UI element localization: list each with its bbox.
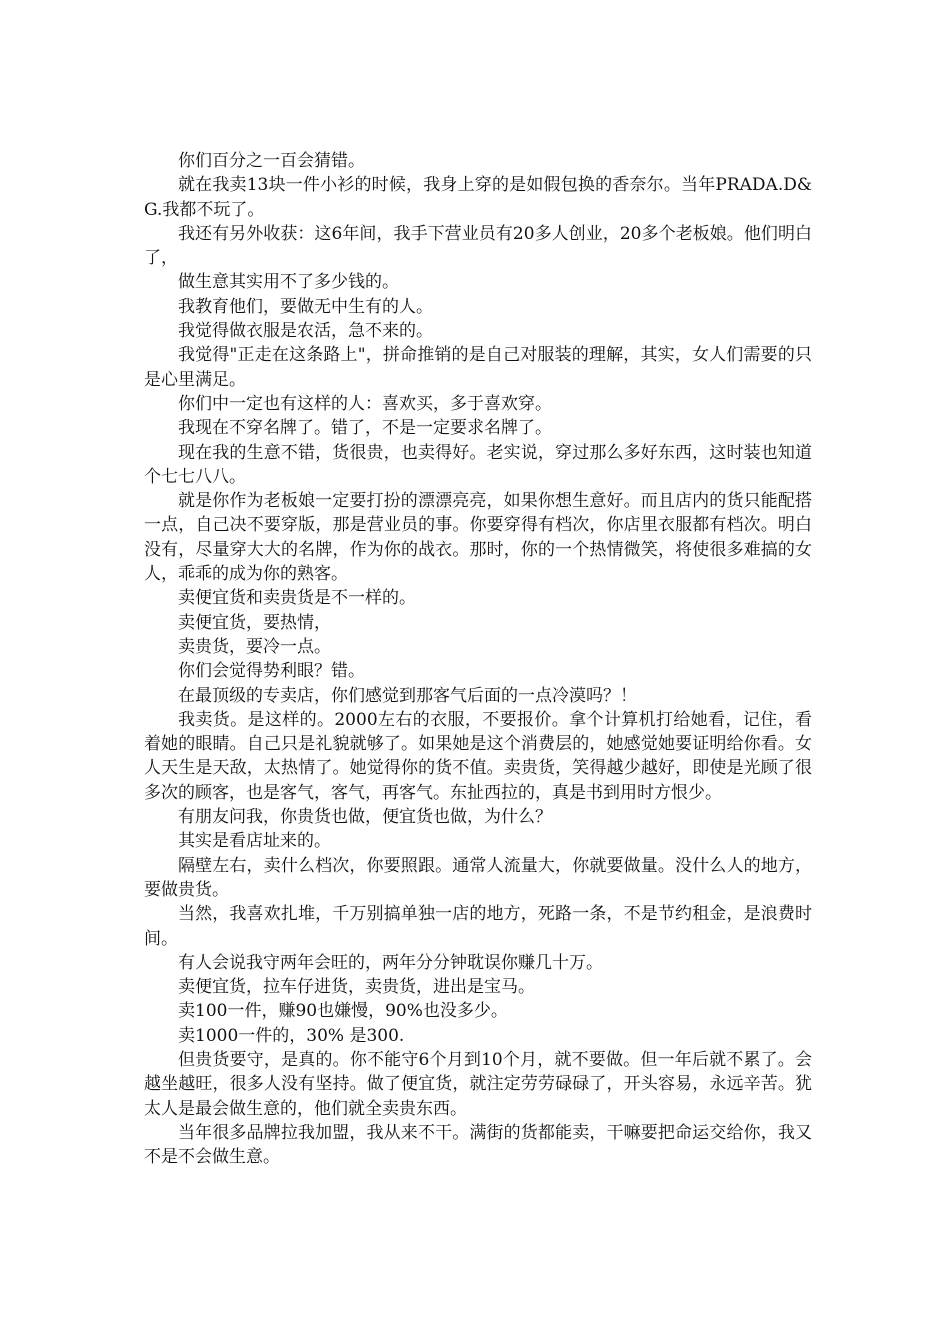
paragraph: 我还有另外收获：这6年间，我手下营业员有20多人创业，20多个老板娘。他们明白了， <box>144 223 812 269</box>
paragraph: 卖便宜货，要热情， <box>178 612 331 633</box>
paragraph: 我觉得"正走在这条路上"，拼命推销的是自己对服装的理解，其实，女人们需要的只是心里满足。 <box>144 345 812 390</box>
paragraph: 卖便宜货，拉车仔进货，卖贵货，进出是宝马。 <box>178 977 535 998</box>
paragraph: 但贵货要守，是真的。你不能守6个月到10个月，就不要做。但一年后就不累了。会越坐越旺，很多人没有坚持。做了便宜货，就注定劳劳碌碌了，开头容易，永远辛苦。犹太人是最会做生意的，他们就全卖贵东西。 <box>144 1049 812 1119</box>
paragraph: 有朋友问我，你贵货也做，便宜货也做，为什么？ <box>178 807 552 828</box>
paragraph: 你们百分之一百会猜错。 <box>178 151 365 171</box>
paragraph: 卖便宜货和卖贵货是不一样的。 <box>178 588 416 609</box>
paragraph: 我卖货。是这样的。2000左右的衣服，不要报价。拿个计算机打给她看，记住，看着她的眼睛。自己只是礼貌就够了。如果她是这个消费层的，她感觉她要证明给你看。女人天生是天敌，太热情了。她觉得你的货不值。卖贵货，笑得越少越好，即使是光顾了很多次的顾客，也是客气，客气，再客气。东扯西拉的，真是书到用时方恨少。 <box>144 709 812 803</box>
paragraph: 其实是看店址来的。 <box>178 831 331 852</box>
paragraph: 卖贵货，要冷一点。 <box>178 636 331 657</box>
paragraph: 你们中一定也有这样的人：喜欢买，多于喜欢穿。 <box>178 393 552 414</box>
paragraph: 有人会说我守两年会旺的，两年分分钟耽误你赚几十万。 <box>178 952 603 973</box>
paragraph: 在最顶级的专卖店，你们感觉到那客气后面的一点冷漠吗？！ <box>178 685 637 706</box>
paragraph: 当年很多品牌拉我加盟，我从来不干。满街的货都能卖，干嘛要把命运交给你，我又不是不会做生意。 <box>144 1122 812 1168</box>
paragraph: 当然，我喜欢扎堆，千万别搞单独一店的地方，死路一条，不是节约租金，是浪费时间。 <box>144 904 812 949</box>
paragraph: 卖1000一件的，30% 是300. <box>178 1025 405 1046</box>
paragraph: 你们会觉得势利眼？错。 <box>178 661 365 682</box>
paragraph: 卖100一件，赚90也嫌慢，90%也没多少。 <box>178 1001 508 1022</box>
paragraph: 我现在不穿名牌了。错了，不是一定要求名牌了。 <box>178 418 552 439</box>
body-text <box>144 149 812 1169</box>
paragraph: 做生意其实用不了多少钱的。 <box>178 272 399 293</box>
paragraph: 我觉得做衣服是农活，急不来的。 <box>178 321 433 342</box>
paragraph: 隔壁左右，卖什么档次，你要照跟。通常人流量大，你就要做量。没什么人的地方，要做贵货。 <box>144 855 812 900</box>
paragraph: 就在我卖13块一件小衫的时候，我身上穿的是如假包换的香奈尔。当年PRADA.D&G.我都不玩了。 <box>144 175 812 220</box>
paragraph: 就是你作为老板娘一定要打扮的漂漂亮亮，如果你想生意好。而且店内的货只能配搭一点，自己决不要穿版，那是营业员的事。你要穿得有档次，你店里衣服都有档次。明白没有，尽量穿大大的名牌，作为你的战衣。那时，你的一个热情微笑，将使很多难搞的女人，乖乖的成为你的熟客。 <box>144 491 812 585</box>
paragraph: 我教育他们，要做无中生有的人。 <box>178 296 433 317</box>
paragraph: 现在我的生意不错，货很贵，也卖得好。老实说，穿过那么多好东西，这时装也知道个七七八八。 <box>144 442 812 487</box>
